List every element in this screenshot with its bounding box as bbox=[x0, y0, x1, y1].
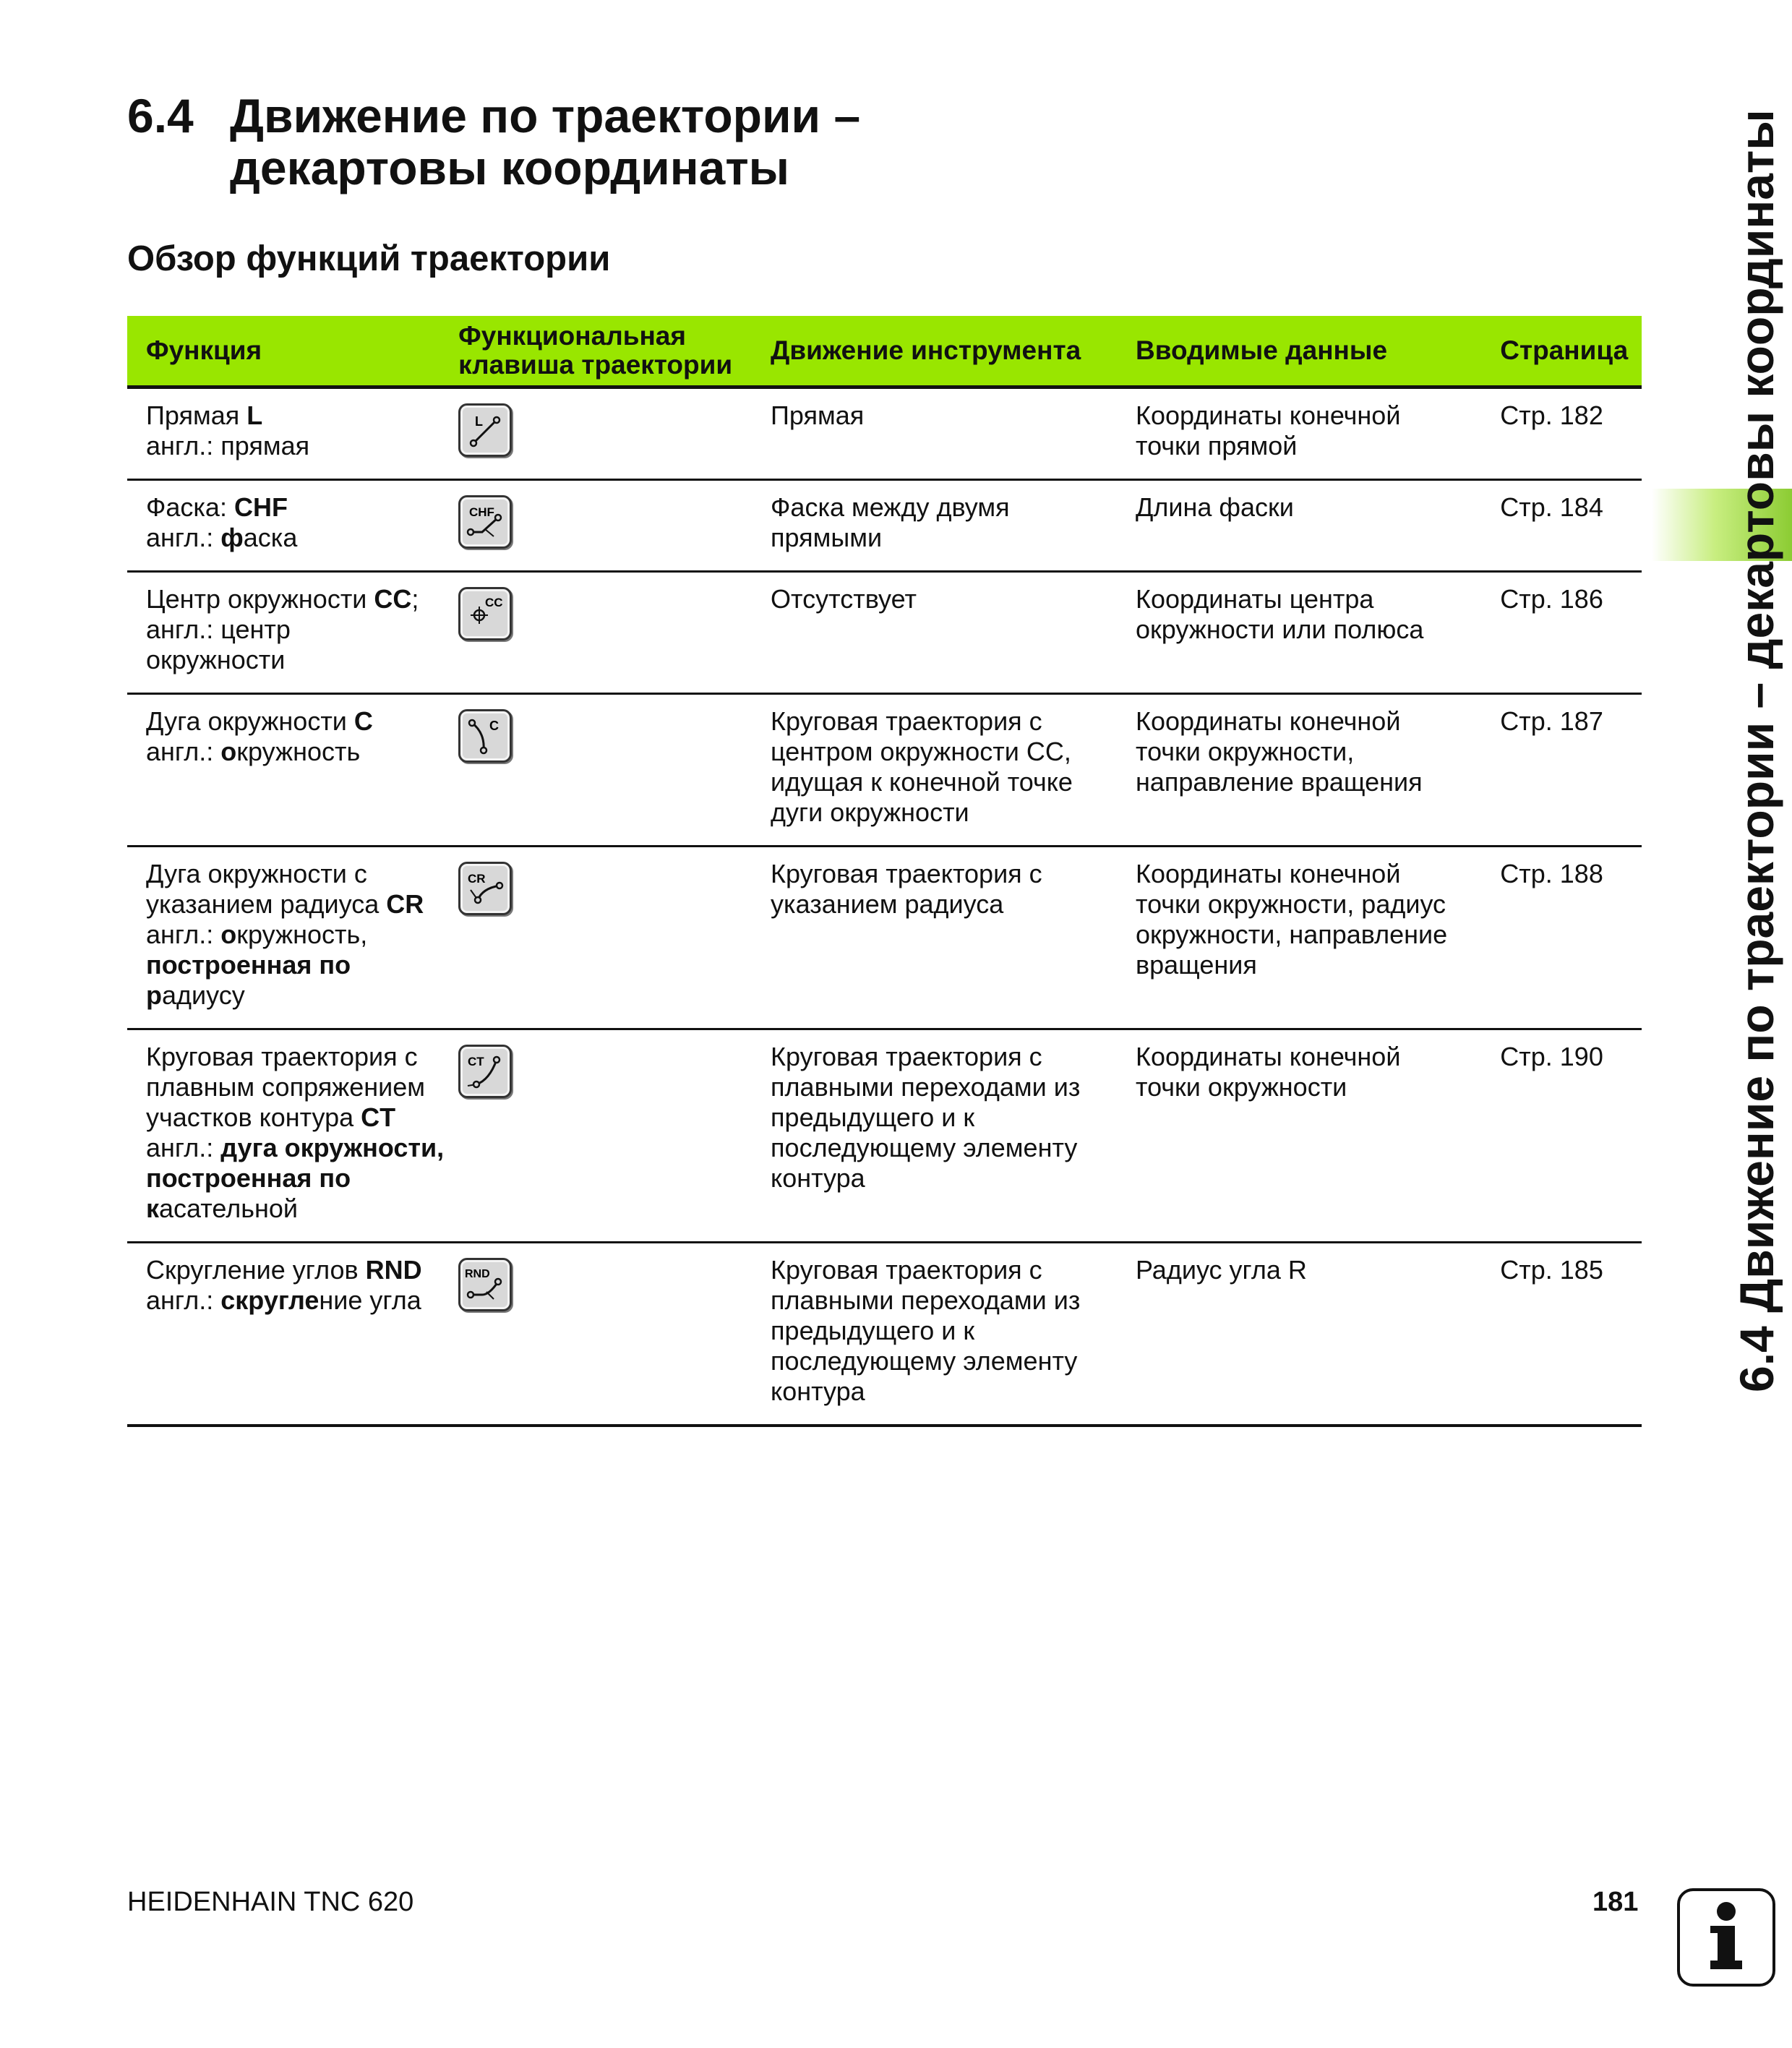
key-ct-icon bbox=[458, 1045, 512, 1098]
header-key-line1: Функциональная bbox=[458, 321, 686, 351]
page-cell: Стр. 190 bbox=[1481, 1029, 1642, 1243]
function-cell: Скругление углов RND англ.: скругление угла bbox=[127, 1243, 451, 1426]
header-movement: Движение инструмента bbox=[752, 316, 1117, 387]
svg-text:RND: RND bbox=[465, 1268, 490, 1280]
table-row bbox=[127, 387, 1642, 480]
svg-text:CT: CT bbox=[468, 1055, 484, 1068]
function-cell: Центр окружности CC; англ.: центр окружности bbox=[127, 572, 451, 694]
header-input: Вводимые данные bbox=[1117, 316, 1481, 387]
key-cc-icon bbox=[458, 587, 512, 640]
header-function: Функция bbox=[127, 316, 451, 387]
key-cr-icon bbox=[458, 862, 512, 915]
function-cell: Дуга окружности с указанием радиуса CR англ.: окружность, построенная по радиусу bbox=[127, 847, 451, 1029]
page-cell: Стр. 185 bbox=[1481, 1243, 1642, 1426]
function-cell: Круговая траектория с плавным сопряжением участков контура CT англ.: дуга окружности, построенная по касательной bbox=[127, 1029, 451, 1243]
input-cell: Координаты конечной точки прямой bbox=[1117, 387, 1481, 480]
input-cell: Радиус угла R bbox=[1117, 1243, 1481, 1426]
footer-product-name: HEIDENHAIN TNC 620 bbox=[127, 1887, 414, 1917]
header-key bbox=[451, 316, 752, 387]
table-row bbox=[127, 480, 1642, 572]
page-cell: Стр. 182 bbox=[1481, 387, 1642, 480]
input-cell: Координаты конечной точки окружности, направление вращения bbox=[1117, 694, 1481, 847]
section-title-line2: декартовы координаты bbox=[230, 141, 790, 194]
key-cell bbox=[451, 694, 752, 847]
table-header-row bbox=[127, 316, 1642, 387]
section-title-line1: Движение по траектории – bbox=[230, 89, 861, 142]
page-cell: Стр. 188 bbox=[1481, 847, 1642, 1029]
key-cell bbox=[451, 847, 752, 1029]
table-row bbox=[127, 1029, 1642, 1243]
movement-cell: Прямая bbox=[752, 387, 1117, 480]
svg-text:CR: CR bbox=[468, 872, 486, 886]
section-title bbox=[230, 90, 1025, 194]
function-cell: Прямая L англ.: прямая bbox=[127, 387, 451, 480]
key-c-icon bbox=[458, 709, 512, 763]
movement-cell: Круговая траектория с плавными переходами из предыдущего и к последующему элементу контура bbox=[752, 1243, 1117, 1426]
movement-cell: Фаска между двумя прямыми bbox=[752, 480, 1117, 572]
key-cell bbox=[451, 480, 752, 572]
input-cell: Координаты центра окружности или полюса bbox=[1117, 572, 1481, 694]
path-functions-table bbox=[127, 316, 1642, 1427]
key-l-icon bbox=[458, 403, 512, 457]
key-rnd-icon bbox=[458, 1258, 512, 1311]
movement-cell: Круговая траектория с указанием радиуса bbox=[752, 847, 1117, 1029]
key-cell bbox=[451, 572, 752, 694]
subsection-title: Обзор функций траектории bbox=[127, 239, 611, 278]
page-cell: Стр. 187 bbox=[1481, 694, 1642, 847]
page-number: 181 bbox=[1592, 1887, 1639, 1917]
side-chapter-title: 6.4 Движение по траектории – декартовы координаты bbox=[1730, 109, 1783, 1392]
table-row bbox=[127, 572, 1642, 694]
key-chf-icon bbox=[458, 495, 512, 549]
table-row bbox=[127, 1243, 1642, 1426]
movement-cell: Круговая траектория с плавными переходами из предыдущего и к последующему элементу контура bbox=[752, 1029, 1117, 1243]
header-page: Страница bbox=[1481, 316, 1642, 387]
input-cell: Координаты конечной точки окружности bbox=[1117, 1029, 1481, 1243]
table-row bbox=[127, 694, 1642, 847]
input-cell: Координаты конечной точки окружности, радиус окружности, направление вращения bbox=[1117, 847, 1481, 1029]
section-number: 6.4 bbox=[127, 89, 194, 142]
movement-cell: Отсутствует bbox=[752, 572, 1117, 694]
svg-text:CHF: CHF bbox=[469, 505, 495, 519]
key-cell bbox=[451, 387, 752, 480]
table-row bbox=[127, 847, 1642, 1029]
key-cell bbox=[451, 1029, 752, 1243]
svg-text:CC: CC bbox=[485, 596, 503, 609]
function-cell: Фаска: CHF англ.: фаска bbox=[127, 480, 451, 572]
page-cell: Стр. 184 bbox=[1481, 480, 1642, 572]
header-key-line2: клавиша траектории bbox=[458, 350, 733, 380]
svg-text:C: C bbox=[489, 719, 500, 733]
input-cell: Длина фаски bbox=[1117, 480, 1481, 572]
page-cell: Стр. 186 bbox=[1481, 572, 1642, 694]
key-cell bbox=[451, 1243, 752, 1426]
movement-cell: Круговая траектория с центром окружности CC, идущая к конечной точке дуги окружности bbox=[752, 694, 1117, 847]
function-cell: Дуга окружности C англ.: окружность bbox=[127, 694, 451, 847]
svg-text:L: L bbox=[475, 414, 484, 429]
info-icon bbox=[1677, 1888, 1775, 1987]
